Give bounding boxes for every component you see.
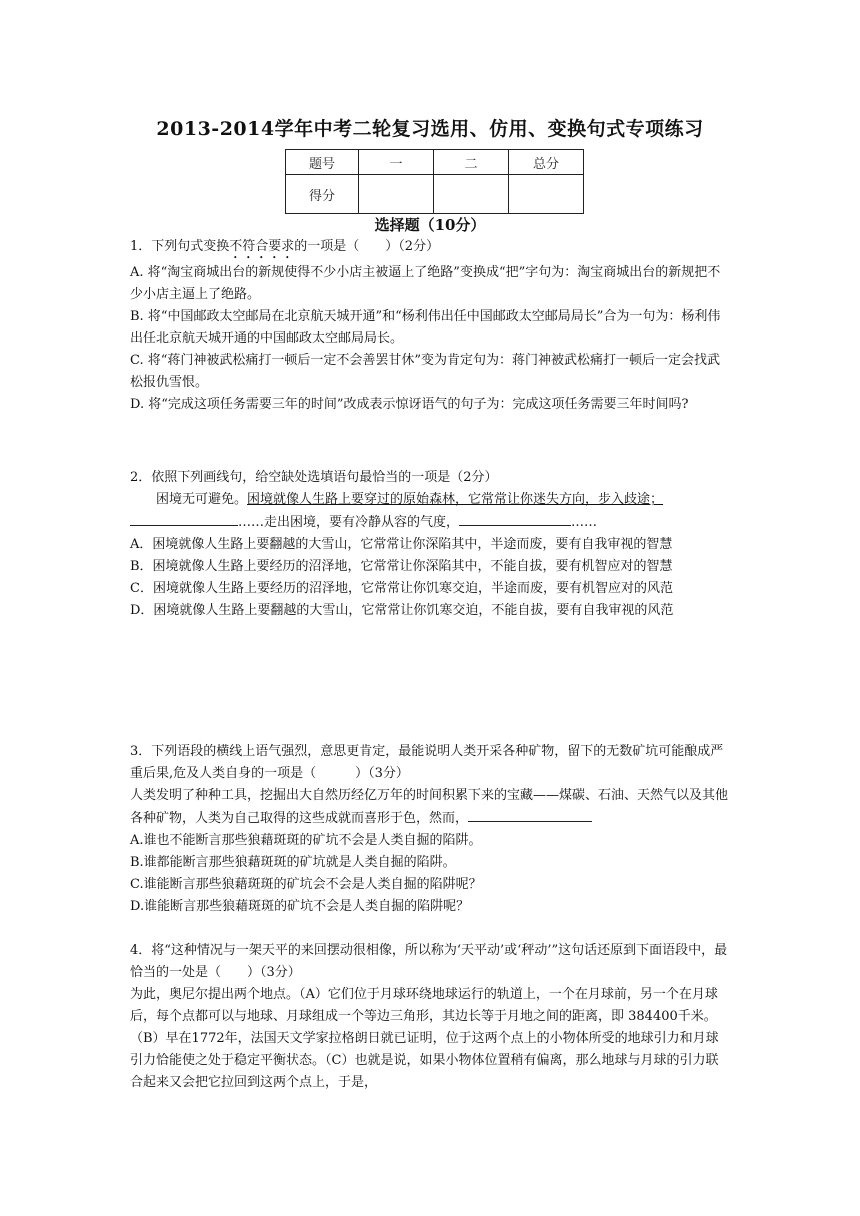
underlined-sentence: 困境就像人生路上要穿过的原始森林，它常常让你迷失方向，步入歧途； bbox=[247, 492, 664, 507]
answer-blank bbox=[459, 511, 571, 526]
question-1 bbox=[130, 236, 730, 416]
score-cell bbox=[509, 175, 584, 214]
question-2-mid: ……走出困境，要有冷静从容的气度， bbox=[238, 515, 460, 530]
question-2-option-d: D．困境就像人生路上要翻越的大雪山，它常常让你饥寒交迫，不能自拔，要有自我审视的风范 bbox=[130, 603, 674, 618]
score-table-header-row bbox=[286, 150, 584, 175]
question-2-lead: 困境无可避免。 bbox=[156, 492, 248, 507]
score-table-header-cell: 二 bbox=[434, 150, 509, 175]
page-title: 2013-2014学年中考二轮复习选用、仿用、变换句式专项练习 bbox=[156, 118, 704, 140]
question-2 bbox=[130, 467, 730, 622]
score-cell bbox=[434, 175, 509, 214]
question-1-option-c: C. 将“蒋门神被武松痛打一顿后一定不会善罢甘休”变为肯定句为：蒋门神被武松痛打一顿后一定会找武松报仇雪恨。 bbox=[130, 353, 721, 390]
question-3-option-c: C.谁能断言那些狼藉斑斑的矿坑会不会是人类自掘的陷阱呢？ bbox=[130, 877, 482, 892]
question-3 bbox=[130, 741, 730, 918]
question-2-stem: 2．依照下列画线句，给空缺处选填语句最恰当的一项是（2分） bbox=[130, 470, 498, 485]
answer-blank bbox=[468, 807, 592, 822]
question-1-stem-suffix: 的一项是（ ）（2分） bbox=[294, 239, 440, 254]
question-3-option-b: B.谁都能断言那些狼藉斑斑的矿坑就是人类自掘的陷阱。 bbox=[130, 855, 456, 870]
question-4-stem: 4．将“这种情况与一架天平的来回摆动很相像，所以称为‘天平动’或‘秤动’”这句话还原到下面语段中，最恰当的一处是（ ）（3分） bbox=[130, 943, 728, 980]
section-heading: 选择题（10分） bbox=[374, 216, 486, 234]
answer-blank bbox=[130, 511, 238, 526]
question-1-option-d: D. 将“完成这项任务需要三年的时间”改成表示惊讶语气的句子为：完成这项任务需要三年时间吗? bbox=[130, 397, 689, 412]
question-3-stem: 3．下列语段的横线上语气强烈，意思更肯定，最能说明人类开采各种矿物，留下的无数矿坑可能酿成严重后果,危及人类自身的一项是（ ）（3分） bbox=[130, 744, 724, 781]
question-1-stem bbox=[130, 236, 730, 262]
question-2-passage bbox=[130, 489, 730, 534]
score-row-label: 得分 bbox=[286, 175, 359, 214]
question-2-end: …… bbox=[571, 515, 598, 530]
question-2-option-a: A．困境就像人生路上要翻越的大雪山，它常常让你深陷其中，半途而废，要有自我审视的智慧 bbox=[130, 537, 673, 552]
score-table-header-cell: 题号 bbox=[286, 150, 359, 175]
question-3-option-a: A.谁也不能断言那些狼藉斑斑的矿坑不会是人类自掘的陷阱。 bbox=[130, 833, 482, 848]
score-table-header-cell: 总分 bbox=[509, 150, 584, 175]
question-4 bbox=[130, 940, 730, 1094]
score-table-score-row bbox=[286, 175, 584, 214]
score-table bbox=[285, 149, 584, 214]
question-2-option-b: B．困境就像人生路上要经历的沼泽地，它常常让你深陷其中，不能自拔，要有机智应对的智慧 bbox=[130, 559, 673, 574]
question-4-passage: 为此，奥尼尔提出两个地点。（A）它们位于月球环绕地球运行的轨道上，一个在月球前，另一个在月球后，每个点都可以与地球、月球组成一个等边三角形，其边长等于月地之间的距离，即 384400千米。（B）早在1772年，法国天文学家拉格朗日就已证明，位于这两个点上的小物体所受的地球引力和月球引力恰能使之处于稳定平衡状态。（C）也就是说，如果小物体位置稍有偏离，那么地球与月球的引力联合起来又会把它拉回到这两个点上，于是， bbox=[130, 987, 719, 1090]
question-1-option-a: A. 将“淘宝商城出台的新规使得不少小店主被逼上了绝路”变换成“把”字句为：淘宝商城出台的新规把不少小店主逼上了绝路。 bbox=[130, 265, 721, 302]
emphasized-phrase: 不符合要求 bbox=[229, 239, 295, 254]
question-3-passage-text: 人类发明了种种工具，挖掘出大自然历经亿万年的时间积累下来的宝藏——煤碳、石油、天然气以及其他各种矿物，人类为自己取得的这些成就而喜形于色，然而， bbox=[130, 788, 729, 826]
score-cell bbox=[359, 175, 434, 214]
question-2-option-c: C．困境就像人生路上要经历的沼泽地，它常常让你饥寒交迫，半途而废，要有机智应对的风范 bbox=[130, 581, 673, 596]
question-1-stem-text: 1．下列句式变换 bbox=[130, 239, 230, 254]
question-3-passage bbox=[130, 785, 730, 830]
question-3-option-d: D.谁能断言那些狼藉斑斑的矿坑不会是人类自掘的陷阱呢？ bbox=[130, 899, 470, 914]
score-table-header-cell: 一 bbox=[359, 150, 434, 175]
question-1-option-b: B. 将“中国邮政太空邮局在北京航天城开通”和“杨利伟出任中国邮政太空邮局局长”合为一句为：杨利伟出任北京航天城开通的中国邮政太空邮局局长。 bbox=[130, 309, 721, 346]
